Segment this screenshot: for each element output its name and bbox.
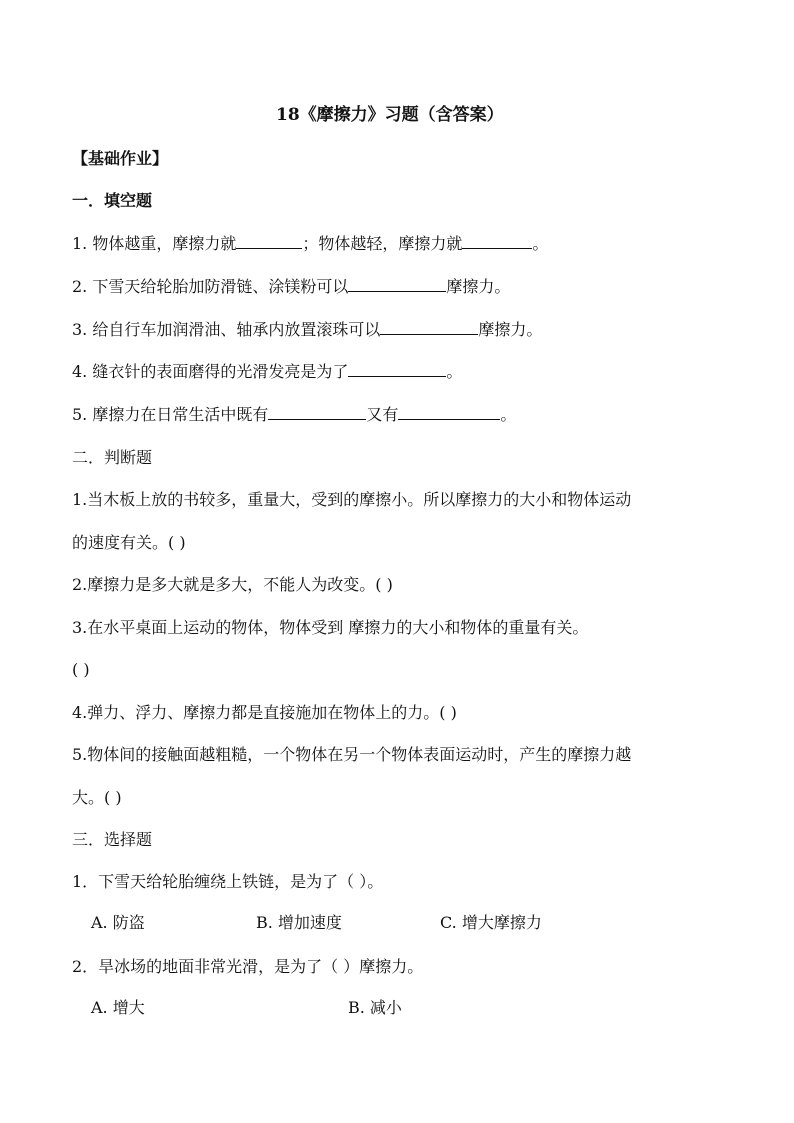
answer-blank[interactable] [236, 234, 302, 249]
fill-question-5 [72, 405, 516, 425]
answer-blank[interactable] [348, 362, 446, 377]
fill-question-2 [72, 277, 510, 297]
question-number: 3. [72, 320, 88, 339]
choice-option-b: B. 增加速度 [256, 913, 342, 932]
answer-blank[interactable] [398, 405, 500, 420]
question-text: 又有 [366, 405, 399, 424]
question-text: 摩擦力在日常生活中既有 [92, 405, 269, 424]
answer-blank[interactable] [348, 277, 446, 292]
section-label: 【基础作业】 [72, 149, 169, 168]
question-text: 下雪天给轮胎加防滑链、涂镁粉可以 [92, 277, 349, 296]
question-number: 2. [72, 277, 88, 296]
judge-question-3-line-1: 3.在水平桌面上运动的物体，物体受到 摩擦力的大小和物体的重量有关。 [72, 618, 589, 637]
choice-option-c: C. 增大摩擦力 [440, 913, 542, 932]
question-number: 4. [72, 362, 88, 381]
choice-question-2: 2．旱冰场的地面非常光滑，是为了（ ）摩擦力。 [72, 957, 424, 976]
fill-heading: 一．填空题 [72, 191, 153, 210]
question-text: 摩擦力。 [446, 277, 511, 296]
choice-option-a: A. 防盗 [91, 913, 145, 932]
answer-blank[interactable] [380, 320, 478, 335]
choice-option-a: A. 增大 [91, 998, 145, 1017]
judge-question-1-line-2: 的速度有关。( ) [72, 533, 186, 552]
answer-blank[interactable] [462, 234, 532, 249]
question-text: 缝衣针的表面磨得的光滑发亮是为了 [92, 362, 349, 381]
choice-option-b: B. 减小 [348, 998, 402, 1017]
question-text: 摩擦力。 [478, 320, 543, 339]
question-text: 物体越重，摩擦力就 [92, 234, 237, 253]
fill-question-3 [72, 320, 542, 340]
judge-question-1-line-1: 1.当木板上放的书较多，重量大，受到的摩擦小。所以摩擦力的大小和物体运动 [72, 490, 632, 509]
question-number: 5. [72, 405, 88, 424]
judge-question-5-line-2: 大。( ) [72, 788, 122, 807]
choice-heading: 三．选择题 [72, 830, 153, 849]
question-text: 。 [446, 362, 463, 381]
question-text: 给自行车加润滑油、轴承内放置滚珠可以 [92, 320, 381, 339]
answer-blank[interactable] [268, 405, 366, 420]
judge-question-5-line-1: 5.物体间的接触面越粗糙，一个物体在另一个物体表面运动时，产生的摩擦力越 [72, 745, 632, 764]
question-text: 。 [532, 234, 549, 253]
judge-question-4: 4.弹力、浮力、摩擦力都是直接施加在物体上的力。( ) [72, 703, 457, 722]
choice-question-1: 1．下雪天给轮胎缠绕上铁链，是为了（ ）。 [72, 872, 384, 891]
document-title: 18《摩擦力》习题（含答案） [276, 105, 504, 125]
judge-question-3-line-2: ( ) [72, 660, 90, 679]
question-text: 。 [500, 405, 517, 424]
question-text: ；物体越轻，摩擦力就 [302, 234, 463, 253]
fill-question-4 [72, 362, 462, 382]
judge-question-2: 2.摩擦力是多大就是多大，不能人为改变。( ) [72, 575, 393, 594]
judge-heading: 二．判断题 [72, 448, 153, 467]
question-number: 1. [72, 234, 88, 253]
fill-question-1 [72, 234, 548, 254]
